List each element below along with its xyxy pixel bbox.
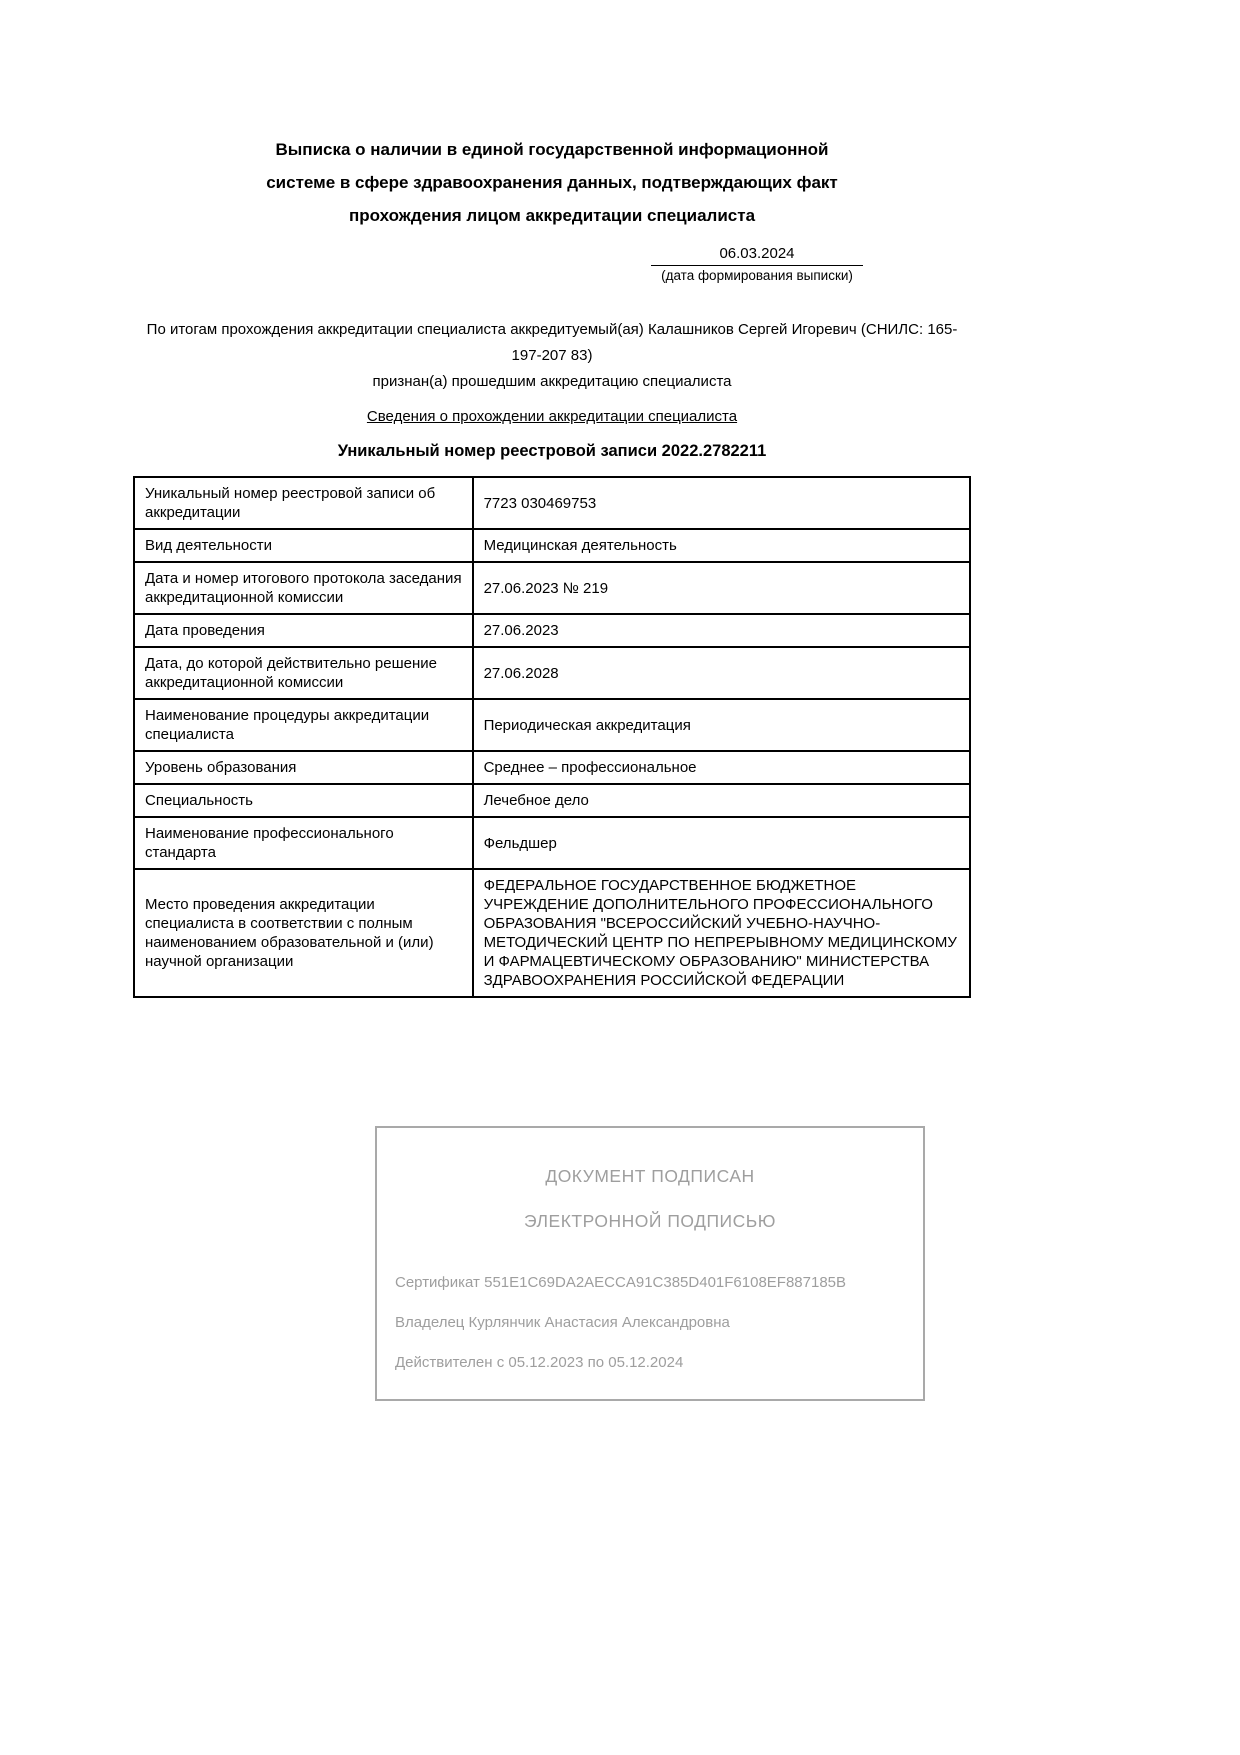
signature-heading — [395, 1154, 905, 1244]
table-row — [134, 751, 970, 784]
row-label: Уникальный номер реестровой записи об аккредитации — [134, 477, 473, 529]
row-label: Уровень образования — [134, 751, 473, 784]
row-value: 27.06.2028 — [473, 647, 970, 699]
document-title-line-1: Выписка о наличии в единой государственной информационной — [275, 140, 829, 159]
table-row — [134, 562, 970, 614]
row-label: Наименование процедуры аккредитации специалиста — [134, 699, 473, 751]
row-value: 27.06.2023 № 219 — [473, 562, 970, 614]
signature-owner: Владелец Курлянчик Анастасия Александровна — [395, 1314, 730, 1331]
electronic-signature-stamp — [375, 1126, 925, 1401]
row-value: Фельдшер — [473, 817, 970, 869]
extract-date-value: 06.03.2024 — [651, 245, 863, 266]
intro-line-2: признан(а) прошедшим аккредитацию специалиста — [372, 373, 732, 390]
accreditation-table — [133, 476, 971, 998]
extract-date-block — [651, 245, 863, 283]
section-heading: Сведения о прохождении аккредитации специалиста — [366, 408, 738, 425]
extract-date-caption: (дата формирования выписки) — [661, 268, 853, 283]
row-value: Среднее – профессиональное — [473, 751, 970, 784]
row-value: 27.06.2023 — [473, 614, 970, 647]
table-row — [134, 784, 970, 817]
signature-heading-line-1: ДОКУМЕНТ ПОДПИСАН — [545, 1166, 755, 1186]
row-value: 7723 030469753 — [473, 477, 970, 529]
row-label: Место проведения аккредитации специалиста в соответствии с полным наименованием образовательной и (или) научной организации — [134, 869, 473, 997]
document-title — [133, 133, 971, 232]
intro-line-1: По итогам прохождения аккредитации специалиста аккредитуемый(ая) Калашников Сергей Игоревич (СНИЛС: 165-197-207 83) — [146, 321, 958, 364]
table-row — [134, 817, 970, 869]
row-value: Периодическая аккредитация — [473, 699, 970, 751]
table-row — [134, 477, 970, 529]
document-title-line-3: прохождения лицом аккредитации специалиста — [348, 206, 756, 225]
row-label: Дата проведения — [134, 614, 473, 647]
row-value: Лечебное дело — [473, 784, 970, 817]
intro-paragraph — [133, 317, 971, 395]
row-label: Специальность — [134, 784, 473, 817]
signature-validity: Действителен с 05.12.2023 по 05.12.2024 — [395, 1354, 684, 1371]
table-row — [134, 699, 970, 751]
document-title-line-2: системе в сфере здравоохранения данных, подтверждающих факт — [266, 173, 838, 192]
row-value: ФЕДЕРАЛЬНОЕ ГОСУДАРСТВЕННОЕ БЮДЖЕТНОЕ УЧРЕЖДЕНИЕ ДОПОЛНИТЕЛЬНОГО ПРОФЕССИОНАЛЬНОГО ОБРАЗОВАНИЯ "ВСЕРОССИЙСКИЙ УЧЕБНО-НАУЧНО-МЕТОДИЧЕСКИЙ ЦЕНТР ПО НЕПРЕРЫВНОМУ МЕДИЦИНСКОМУ И ФАРМАЦЕВТИЧЕСКОМУ ОБРАЗОВАНИЮ" МИНИСТЕРСТВА ЗДРАВООХРАНЕНИЯ РОССИЙСКОЙ ФЕДЕРАЦИИ — [473, 869, 970, 997]
signature-certificate: Сертификат 551E1C69DA2AECCA91C385D401F6108EF887185B — [395, 1274, 847, 1291]
row-label: Дата и номер итогового протокола заседания аккредитационной комиссии — [134, 562, 473, 614]
table-row — [134, 529, 970, 562]
row-label: Наименование профессионального стандарта — [134, 817, 473, 869]
row-label: Вид деятельности — [134, 529, 473, 562]
row-label: Дата, до которой действительно решение аккредитационной комиссии — [134, 647, 473, 699]
registry-number-heading: Уникальный номер реестровой записи 2022.2782211 — [337, 442, 767, 460]
table-row — [134, 614, 970, 647]
signature-heading-line-2: ЭЛЕКТРОННОЙ ПОДПИСЬЮ — [524, 1211, 776, 1231]
row-value: Медицинская деятельность — [473, 529, 970, 562]
document-content — [133, 0, 971, 1401]
table-row — [134, 647, 970, 699]
table-row — [134, 869, 970, 997]
